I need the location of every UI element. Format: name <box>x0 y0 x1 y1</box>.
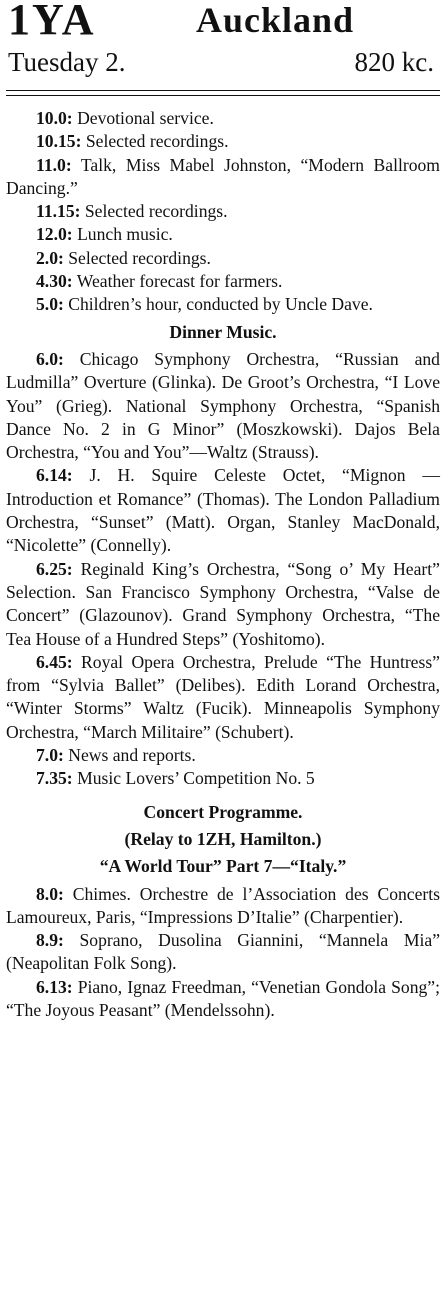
entry-text: J. H. Squire Celeste Octet, “Mignon — Introduction et Romance” (Thomas). The London Palladium Orchestra, “Sunset” (Matt). Organ, Stanley MacDonald, “Nicolette” (Connelly). <box>6 465 440 556</box>
programme-listing <box>6 107 440 1022</box>
station-frequency: 820 kc. <box>354 47 434 77</box>
schedule-entry <box>6 767 440 790</box>
entry-time: 4.30: <box>36 271 73 292</box>
entry-time: 12.0: <box>36 224 73 245</box>
entry-text: Selected recordings. <box>68 247 211 268</box>
entry-time: 5.0: <box>36 294 64 315</box>
header-rule-bottom <box>6 95 440 96</box>
entry-text: Piano, Ignaz Freedman, “Venetian Gondola Song”; “The Joyous Peasant” (Mendelssohn). <box>6 976 441 1020</box>
entry-time: 10.0: <box>36 108 73 128</box>
entry-text: Chimes. Orchestre de l’Association des Concerts Lamoureux, Paris, “Impressions D’Italie” (Charpentier). <box>6 883 441 927</box>
entry-text: Devotional service. <box>77 108 214 128</box>
entry-text: Children’s hour, conducted by Uncle Dave. <box>68 294 373 315</box>
programme-header <box>8 0 440 46</box>
schedule-entry <box>6 744 440 767</box>
entry-text: Weather forecast for farmers. <box>76 271 283 292</box>
entry-time: 10.15: <box>36 131 82 152</box>
entry-text: Selected recordings. <box>84 201 228 222</box>
schedule-entry <box>6 558 440 651</box>
entry-time: 7.0: <box>36 745 64 766</box>
schedule-entry <box>6 651 440 744</box>
schedule-entry <box>6 247 440 270</box>
schedule-entry <box>6 464 440 557</box>
concert-subtitle: “A World Tour” Part 7—“Italy.” <box>99 856 347 877</box>
entry-time: 11.0: <box>36 154 72 175</box>
schedule-entry <box>6 929 440 976</box>
entry-time: 8.9: <box>36 930 64 951</box>
entry-time: 6.45: <box>36 651 73 672</box>
entry-text: Chicago Symphony Orchestra, “Russian and Ludmilla” Overture (Glinka). De Groot’s Orchestra, “I Love You” (Grieg). National Symphony Orchestra, “Spanish Dance No. 2 in G Minor” (Moszkowski). Dajos Bela Orchestra, “You and You”—Waltz (Strauss). <box>6 348 440 463</box>
programme-subheader <box>8 46 440 80</box>
entry-time: 2.0: <box>36 247 64 268</box>
entry-text: Lunch music. <box>77 224 173 245</box>
entry-time: 8.0: <box>36 883 64 904</box>
entry-text: Soprano, Dusolina Giannini, “Mannela Mia” (Neapolitan Folk Song). <box>6 930 440 974</box>
entry-time: 6.13: <box>36 976 73 997</box>
schedule-entry <box>6 883 440 930</box>
schedule-entry <box>6 270 440 293</box>
entry-text: Talk, Miss Mabel Johnston, “Modern Ballroom Dancing.” <box>6 154 440 198</box>
entry-time: 6.25: <box>36 558 73 579</box>
schedule-entry <box>6 223 440 246</box>
broadcast-day: Tuesday 2. <box>8 47 126 77</box>
station-city: Auckland <box>196 0 355 40</box>
schedule-entry <box>6 293 440 316</box>
schedule-entry <box>6 200 440 223</box>
relay-note: (Relay to 1ZH, Hamilton.) <box>124 828 322 849</box>
entry-text: Music Lovers’ Competition No. 5 <box>77 768 315 789</box>
entry-time: 11.15: <box>36 201 81 222</box>
entry-text: Royal Opera Orchestra, Prelude “The Huntress” from “Sylvia Ballet” (Delibes). Edith Lorand Orchestra, “Winter Storms” Waltz (Fucik). Minneapolis Symphony Orchestra, “March Militaire” (Schubert). <box>6 651 440 742</box>
schedule-entry <box>6 348 440 464</box>
entry-text: Reginald King’s Orchestra, “Song o’ My Heart” Selection. San Francisco Symphony Orchestra, “Valse de Concert” (Glazounov). Grand Symphony Orchestra, “The Tea House of a Hundred Steps” (Yoshitomo). <box>6 558 440 649</box>
section-heading-dinner: Dinner Music. <box>169 321 277 342</box>
entry-time: 7.35: <box>36 768 73 789</box>
schedule-entry <box>6 130 440 153</box>
header-rule-top <box>6 90 440 91</box>
schedule-entry <box>6 976 440 1023</box>
entry-time: 6.0: <box>36 348 64 369</box>
schedule-entry <box>6 107 440 130</box>
entry-text: News and reports. <box>68 745 196 766</box>
entry-time: 6.14: <box>36 465 73 486</box>
section-heading-concert: Concert Programme. <box>143 801 303 822</box>
station-call-sign: 1YA <box>8 0 96 44</box>
schedule-entry <box>6 154 440 201</box>
entry-text: Selected recordings. <box>85 131 229 152</box>
